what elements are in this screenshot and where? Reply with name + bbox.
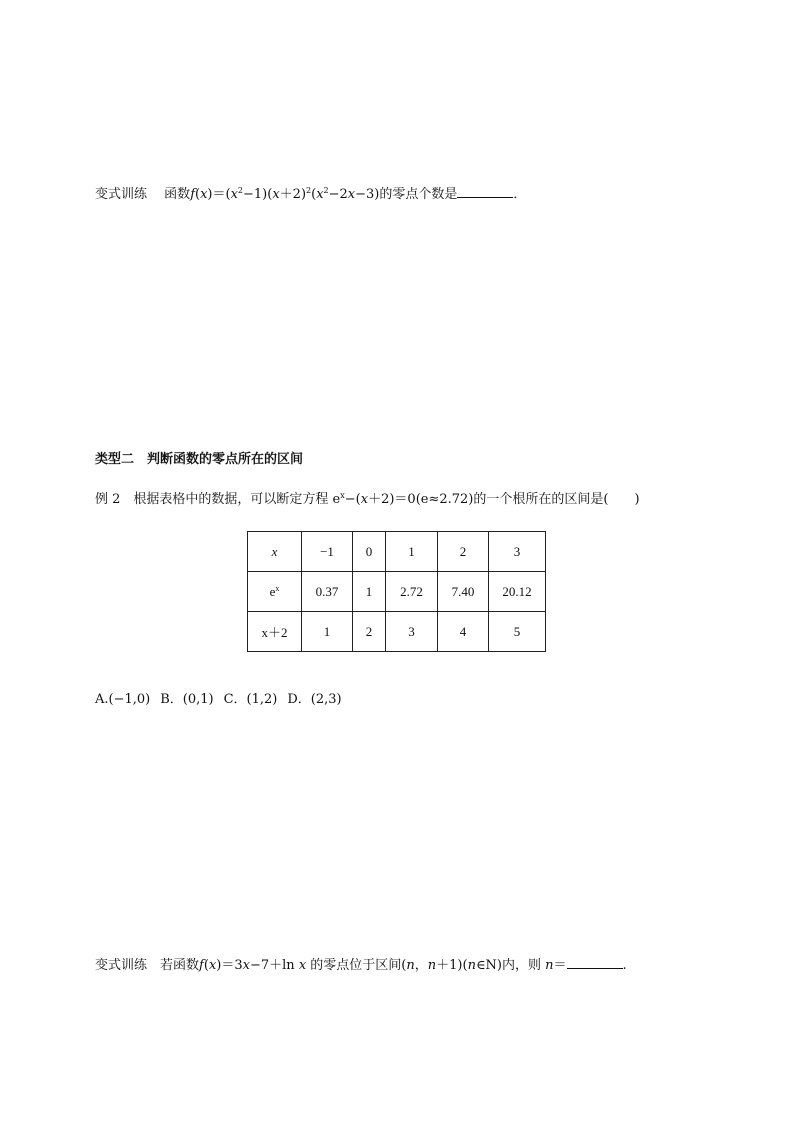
example-2-exp: x bbox=[340, 491, 345, 500]
answer-options bbox=[95, 691, 352, 709]
example-2-label: 例 2 bbox=[95, 492, 121, 507]
table-cell: 2.72 bbox=[386, 572, 438, 612]
option-b[interactable]: B．(0,1) bbox=[160, 692, 214, 707]
exercise-1-t4: ＋2) bbox=[279, 187, 307, 202]
exercise-1-sq-1: 2 bbox=[237, 186, 244, 195]
exercise-2-t1: 若函数 bbox=[160, 958, 200, 973]
exercise-1-label: 变式训练 bbox=[95, 187, 148, 202]
example-2-var-x: x bbox=[360, 492, 369, 507]
exercise-1-end: ． bbox=[513, 187, 527, 202]
example-2-text-c: ＋2)＝0(e≈2.72)的一个根所在的区间是( ) bbox=[368, 492, 640, 507]
exercise-1-prefix: 函数 bbox=[164, 187, 191, 202]
answer-blank-1[interactable] bbox=[457, 185, 513, 198]
exercise-1-sq-2: 2 bbox=[306, 186, 312, 195]
exercise-1-x: x bbox=[200, 187, 208, 202]
exercise-1-t5: ( bbox=[311, 187, 317, 202]
exercise-2-n4: n bbox=[545, 958, 554, 973]
exercise-2-n3: n bbox=[467, 958, 476, 973]
option-d[interactable]: D．(2,3) bbox=[287, 692, 342, 707]
example-2-line bbox=[95, 491, 640, 509]
table-cell: 5 bbox=[489, 612, 546, 652]
exercise-1-t2: −1)( bbox=[243, 187, 273, 202]
exercise-2-t2: ＝3 bbox=[221, 958, 243, 973]
table-cell: 0.37 bbox=[302, 572, 353, 612]
table-cell: 1 bbox=[353, 572, 386, 612]
exercise-2-x3: x bbox=[298, 958, 307, 973]
table-row-ex bbox=[248, 572, 546, 612]
exercise-2-label: 变式训练 bbox=[95, 958, 148, 973]
exercise-1-f: f bbox=[190, 187, 195, 202]
table-cell: x＋2 bbox=[248, 612, 302, 652]
table-cell: 1 bbox=[302, 612, 353, 652]
section-2-heading: 类型二 判断函数的零点所在的区间 bbox=[95, 452, 304, 467]
exercise-1-eq: ＝( bbox=[212, 187, 231, 202]
table-cell: 20.12 bbox=[489, 572, 546, 612]
table-row-x bbox=[248, 532, 546, 572]
exercise-2-end: . bbox=[622, 958, 627, 973]
exercise-2-n2: n bbox=[427, 958, 437, 973]
exercise-2-t4: 的零点位于区间( bbox=[306, 958, 407, 973]
exercise-1-t1: x bbox=[230, 187, 238, 202]
table-cell: x bbox=[248, 532, 302, 572]
exercise-2-line: 变式训练 若函数f(x)＝3x−7＋ln x 的零点位于区间(n，n＋1)(n∈N)内，则 n＝ . bbox=[95, 958, 627, 973]
exercise-1-sq-3: 2 bbox=[323, 186, 329, 195]
exercise-1-t9: −3)的零点个数是 bbox=[355, 187, 458, 202]
exercise-1-t7: −2 bbox=[328, 187, 348, 202]
exercise-2-t5: ， bbox=[414, 958, 428, 973]
exercise-2-t8: ＝ bbox=[553, 958, 567, 973]
table-cell: 3 bbox=[386, 612, 438, 652]
value-table bbox=[247, 531, 546, 652]
table-cell: $e^x$ bbox=[248, 572, 302, 612]
exercise-2-t6: ＋1)( bbox=[436, 958, 468, 973]
table-cell: 7.40 bbox=[438, 572, 489, 612]
exercise-2-f: f bbox=[199, 958, 204, 973]
exercise-1-t8: x bbox=[347, 187, 356, 202]
example-2-text-b: −( bbox=[344, 492, 361, 507]
table-cell: −1 bbox=[302, 532, 353, 572]
exercise-2-t3: −7＋ln bbox=[249, 958, 299, 973]
table-cell: 0 bbox=[353, 532, 386, 572]
table-cell: 2 bbox=[353, 612, 386, 652]
exercise-1-t3: x bbox=[272, 187, 280, 202]
exercise-2-t7: ∈N)内，则 bbox=[475, 958, 546, 973]
table-cell: 1 bbox=[386, 532, 438, 572]
exercise-2-n1: n bbox=[406, 958, 415, 973]
table-cell: 2 bbox=[438, 532, 489, 572]
exercise-2-x2: x bbox=[242, 958, 250, 973]
table-row-x-plus-2 bbox=[248, 612, 546, 652]
option-c[interactable]: C．(1,2) bbox=[223, 692, 278, 707]
answer-blank-2[interactable] bbox=[567, 956, 623, 969]
exercise-1-t6: x bbox=[316, 187, 324, 202]
option-a[interactable]: A.(−1,0) bbox=[95, 692, 151, 707]
table-cell: 3 bbox=[489, 532, 546, 572]
exercise-1-line: 变式训练 函数$f(x)=(x^2-1)(x+2)^2(x^2-2x-3)$的零点个数是 ． bbox=[95, 186, 527, 202]
exercise-2-x: x bbox=[208, 958, 217, 973]
example-2-text-a: 根据表格中的数据，可以断定方程 e bbox=[133, 492, 341, 507]
table-cell: 4 bbox=[438, 612, 489, 652]
